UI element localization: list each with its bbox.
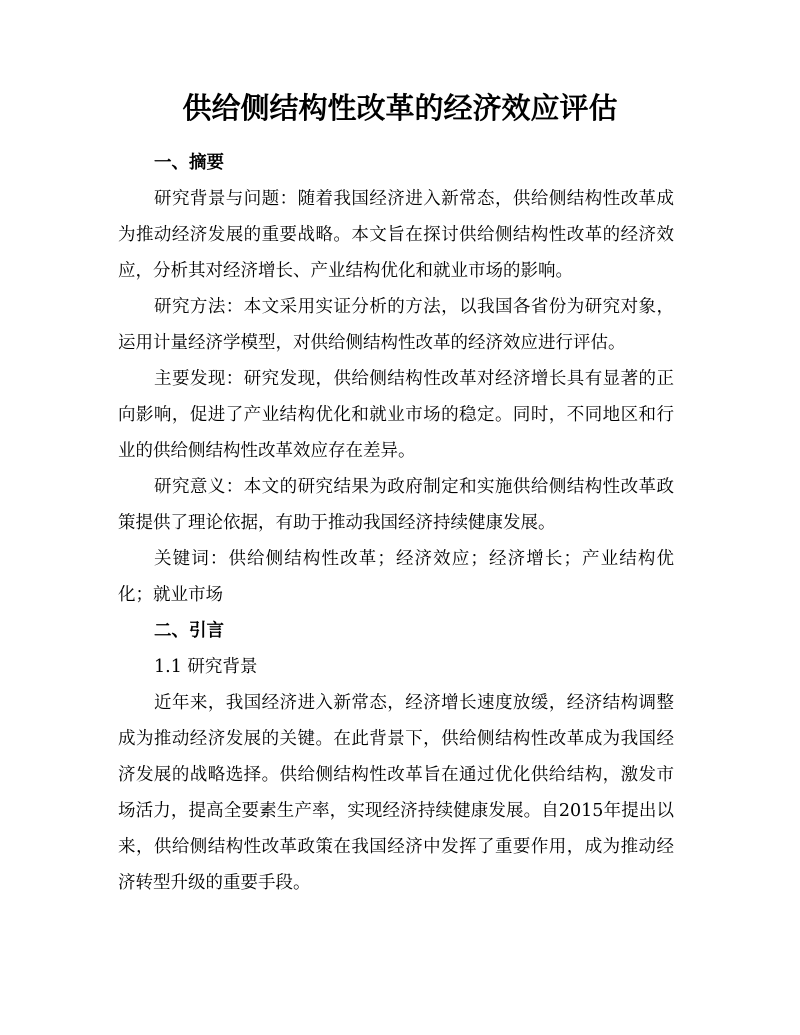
keywords-paragraph: 关键词：供给侧结构性改革；经济效应；经济增长；产业结构优化；就业市场 [118, 549, 674, 605]
research-background-paragraph: 近年来，我国经济进入新常态，经济增长速度放缓，经济结构调整成为推动经济发展的关键。在此背景下，供给侧结构性改革成为我国经济发展的战略选择。供给侧结构性改革旨在通过优化供给结构，激发市场活力，提高全要素生产率，实现经济持续健康发展。自2015年提出以来，供给侧结构性改革政策在我国经济中发挥了重要作用，成为推动经济转型升级的重要手段。 [118, 693, 674, 893]
abstract-significance-paragraph: 研究意义：本文的研究结果为政府制定和实施供给侧结构性改革政策提供了理论依据，有助于推动我国经济持续健康发展。 [118, 477, 674, 533]
abstract-findings-paragraph: 主要发现：研究发现，供给侧结构性改革对经济增长具有显著的正向影响，促进了产业结构优化和就业市场的稳定。同时，不同地区和行业的供给侧结构性改革效应存在差异。 [118, 369, 674, 461]
paper-title: 供给侧结构性改革的经济效应评估 [182, 91, 618, 125]
abstract-method-paragraph: 研究方法：本文采用实证分析的方法，以我国各省份为研究对象，运用计量经济学模型，对供给侧结构性改革的经济效应进行评估。 [118, 297, 674, 353]
abstract-background-paragraph: 研究背景与问题：随着我国经济进入新常态，供给侧结构性改革成为推动经济发展的重要战略。本文旨在探讨供给侧结构性改革的经济效应，分析其对经济增长、产业结构优化和就业市场的影响。 [118, 189, 674, 281]
introduction-heading: 二、引言 [154, 621, 224, 641]
research-background-subheading: 1.1 研究背景 [154, 657, 258, 677]
paper-body [118, 145, 674, 901]
abstract-heading: 一、摘要 [154, 153, 224, 173]
